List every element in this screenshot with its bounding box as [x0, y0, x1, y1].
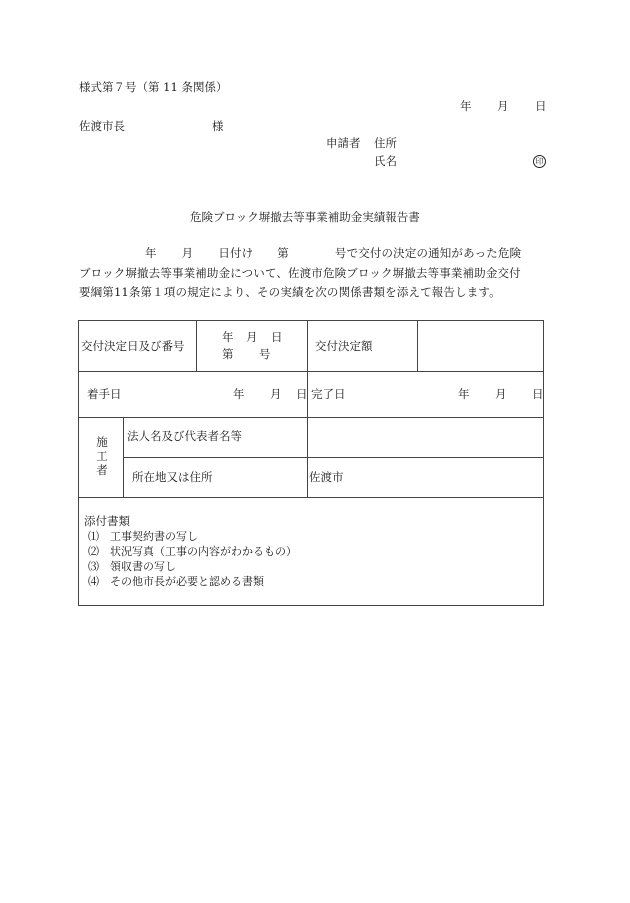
grant-amount-label: 交付決定額: [315, 339, 373, 353]
start-date-label: 着手日: [87, 387, 122, 401]
grant-date-month: 月: [246, 330, 258, 344]
blank-dai: 第: [277, 246, 289, 260]
body-line-2: ブロック塀撤去等事業補助金について、佐渡市危険ブロック塀撤去等事業補助金交付: [79, 265, 521, 280]
end-month: 月: [495, 387, 507, 401]
table-rule: [123, 417, 124, 497]
table-rule: [307, 320, 308, 497]
grant-decision-label: 交付決定日及び番号: [81, 339, 185, 353]
name-label: 氏名: [374, 154, 397, 168]
contractor-char-1: 施: [96, 435, 108, 449]
attachments-heading: 添付書類: [84, 514, 130, 528]
applicant-label: 申請者: [326, 136, 361, 150]
body-line-3: 要綱第11条第１項の規定により、その実績を次の関係書類を添えて報告します。: [79, 285, 501, 299]
seal-mark: 印: [533, 155, 546, 168]
location-value: 佐渡市: [309, 470, 344, 484]
address-label: 住所: [374, 136, 397, 150]
table-rule: [123, 457, 544, 458]
attachment-item: ⑵ 状況写真（工事の内容がわかるもの）: [88, 545, 297, 558]
corp-name-label: 法人名及び代表者名等: [127, 429, 242, 443]
form-number: 様式第７号（第 11 条関係）: [79, 80, 228, 94]
table-rule: [78, 417, 544, 418]
blank-year: 年: [145, 246, 157, 260]
start-month: 月: [270, 387, 282, 401]
body-line-1-rest: 号で交付の決定の通知があった危険: [334, 246, 522, 260]
body-paragraph: [79, 244, 549, 303]
table-rule: [196, 320, 197, 371]
contractor-char-2: 工: [96, 449, 108, 463]
table-border-top: [78, 320, 544, 321]
table-border-left: [78, 320, 79, 606]
table-border-right: [543, 320, 544, 606]
end-date-label: 完了日: [311, 387, 346, 401]
table-border-bottom: [78, 605, 544, 606]
honorific: 様: [212, 119, 224, 133]
grant-no-dai: 第: [222, 347, 234, 361]
attachment-item: ⑷ その他市長が必要と認める書類: [88, 575, 264, 588]
table-rule: [78, 371, 544, 372]
contractor-char-3: 者: [96, 463, 108, 477]
body-line-1: [79, 244, 549, 264]
blank-day: 日付け: [218, 246, 254, 260]
table-rule: [417, 320, 418, 371]
start-year: 年: [233, 387, 245, 401]
grant-date-year: 年: [222, 330, 234, 344]
attachment-item: ⑴ 工事契約書の写し: [88, 530, 198, 543]
table-rule: [78, 497, 544, 498]
start-day: 日: [296, 387, 308, 401]
attachment-item: ⑶ 領収書の写し: [88, 560, 176, 573]
addressee: 佐渡市長: [79, 119, 125, 133]
end-day: 日: [532, 387, 544, 401]
location-label: 所在地又は住所: [132, 470, 213, 484]
date-year-label: 年: [460, 99, 472, 113]
date-month-label: 月: [497, 99, 509, 113]
grant-date-day: 日: [271, 330, 283, 344]
date-day-label: 日: [535, 99, 547, 113]
end-year: 年: [458, 387, 470, 401]
blank-month: 月: [181, 246, 194, 260]
grant-no-go: 号: [259, 347, 271, 361]
document-title: 危険ブロック塀撤去等事業補助金実績報告書: [190, 210, 420, 224]
